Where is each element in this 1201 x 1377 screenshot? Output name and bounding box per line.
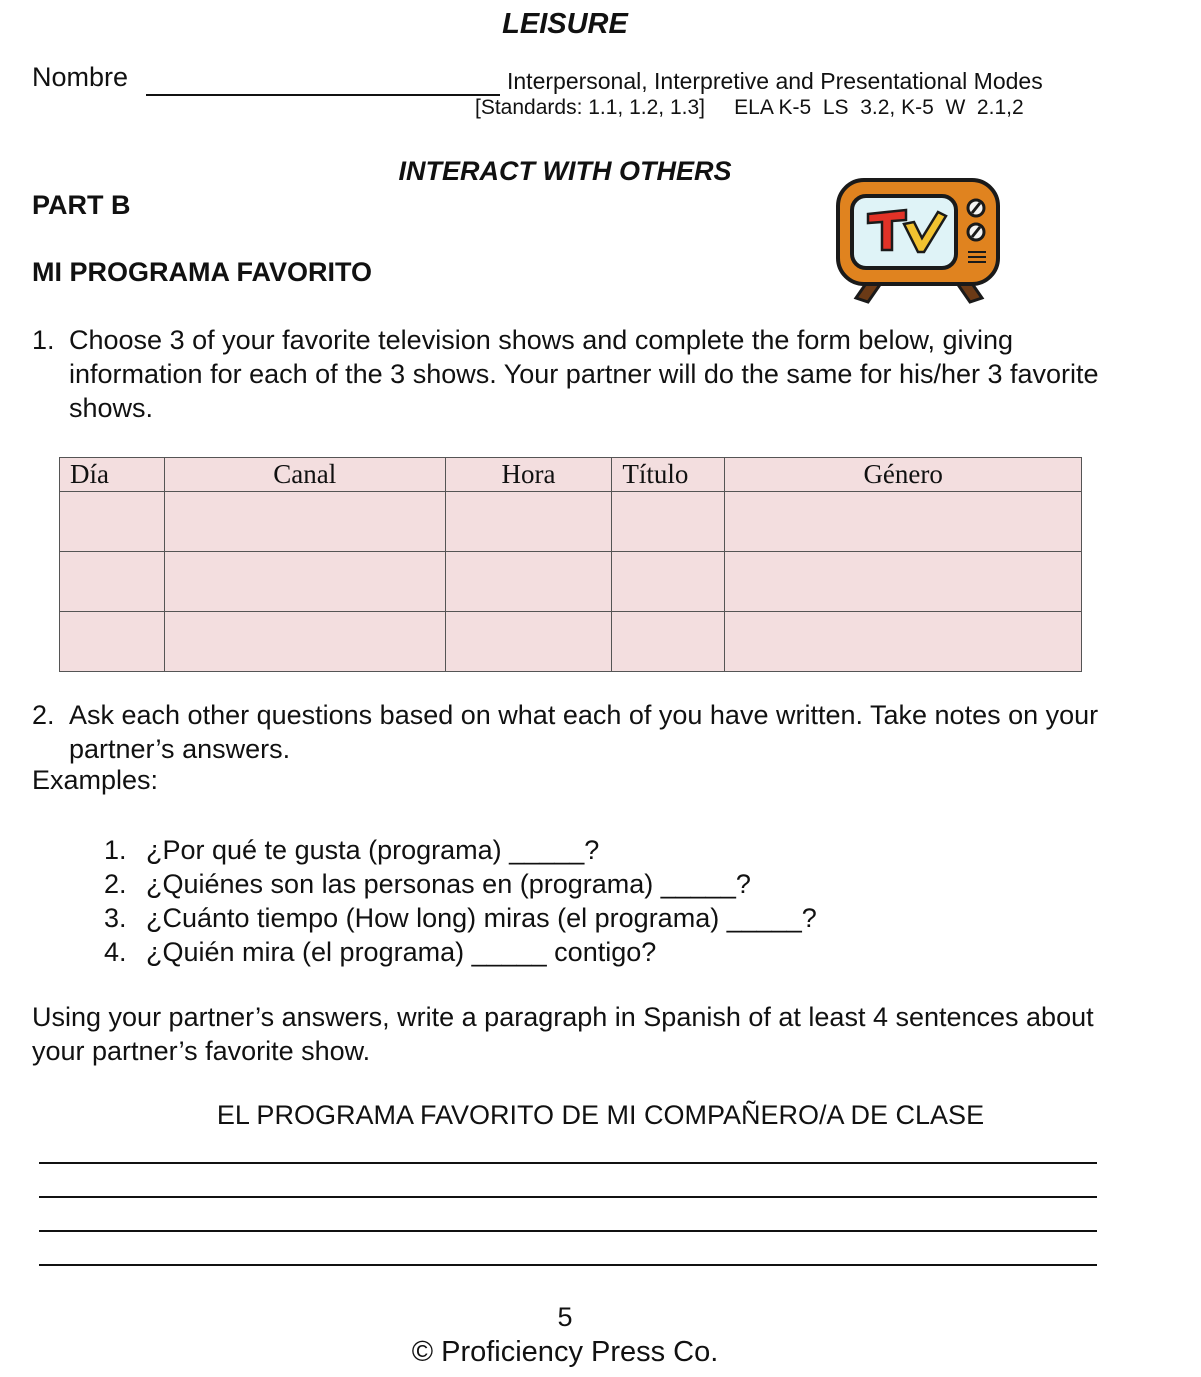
table-cell[interactable] [612, 492, 725, 552]
table-header-row [60, 458, 1082, 492]
table-cell[interactable] [60, 492, 165, 552]
table-cell[interactable] [612, 612, 725, 672]
question-text: ¿Por qué te gusta (programa) _____? [146, 835, 600, 865]
interact-title: INTERACT WITH OTHERS [398, 156, 732, 186]
writing-line-3[interactable] [39, 1230, 1097, 1232]
table-row [60, 612, 1082, 672]
instruction-1 [32, 323, 1112, 425]
example-questions-list [104, 833, 817, 969]
table-row [60, 492, 1082, 552]
question-text: ¿Quiénes son las personas en (programa) _____? [146, 869, 751, 899]
header-titulo: Título [612, 458, 725, 492]
table-cell[interactable] [725, 552, 1082, 612]
table-cell[interactable] [725, 492, 1082, 552]
table-cell[interactable] [60, 612, 165, 672]
list-item [104, 833, 817, 867]
table-cell[interactable] [164, 552, 445, 612]
page-number: 5 [557, 1302, 573, 1332]
header-hora: Hora [445, 458, 612, 492]
tv-icon [834, 176, 1004, 308]
question-text: ¿Cuánto tiempo (How long) miras (el programa) _____? [146, 903, 817, 933]
table-cell[interactable] [445, 552, 612, 612]
examples-label: Examples: [32, 765, 159, 795]
instruction-2-text: Ask each other questions based on what each of you have written. Take notes on your partner’s answers. [69, 700, 1099, 764]
standards-text: [Standards: 1.1, 1.2, 1.3] ELA K-5 LS 3.2, K-5 W 2.1,2 [475, 96, 1024, 119]
worksheet-title: LEISURE [502, 8, 628, 40]
copyright: © Proficiency Press Co. [411, 1336, 719, 1368]
question-number: 4. [104, 937, 127, 967]
section-subtitle: MI PROGRAMA FAVORITO [32, 257, 373, 287]
table-cell[interactable] [60, 552, 165, 612]
instruction-2 [32, 698, 1112, 766]
table-cell[interactable] [725, 612, 1082, 672]
question-text: ¿Quién mira (el programa) _____ contigo? [146, 937, 657, 967]
instruction-1-text: Choose 3 of your favorite television shows and complete the form below, giving information for each of the 3 shows. Your partner will do the same for his/her 3 favorite shows. [69, 325, 1099, 423]
modes-text: Interpersonal, Interpretive and Presentational Modes [507, 68, 1043, 94]
table-cell[interactable] [612, 552, 725, 612]
table-row [60, 552, 1082, 612]
header-dia: Día [60, 458, 165, 492]
part-label: PART B [32, 190, 131, 220]
header-canal: Canal [164, 458, 445, 492]
table-cell[interactable] [445, 492, 612, 552]
instruction-2-number: 2. [32, 700, 55, 730]
name-blank-line[interactable] [146, 94, 500, 96]
question-number: 3. [104, 903, 127, 933]
writing-prompt: Using your partner’s answers, write a paragraph in Spanish of at least 4 sentences about your partner’s favorite show. [32, 1002, 1094, 1066]
writing-line-1[interactable] [39, 1162, 1097, 1164]
table-cell[interactable] [445, 612, 612, 672]
shows-form-table [59, 457, 1082, 672]
header-genero: Género [725, 458, 1082, 492]
list-item [104, 901, 817, 935]
list-item [104, 867, 817, 901]
writing-line-2[interactable] [39, 1196, 1097, 1198]
question-number: 2. [104, 869, 127, 899]
writing-line-4[interactable] [39, 1264, 1097, 1266]
name-label: Nombre [32, 62, 129, 92]
writing-heading: EL PROGRAMA FAVORITO DE MI COMPAÑERO/A DE CLASE [216, 1100, 985, 1130]
table-cell[interactable] [164, 492, 445, 552]
table-cell[interactable] [164, 612, 445, 672]
instruction-1-number: 1. [32, 325, 55, 355]
question-number: 1. [104, 835, 127, 865]
list-item [104, 935, 817, 969]
